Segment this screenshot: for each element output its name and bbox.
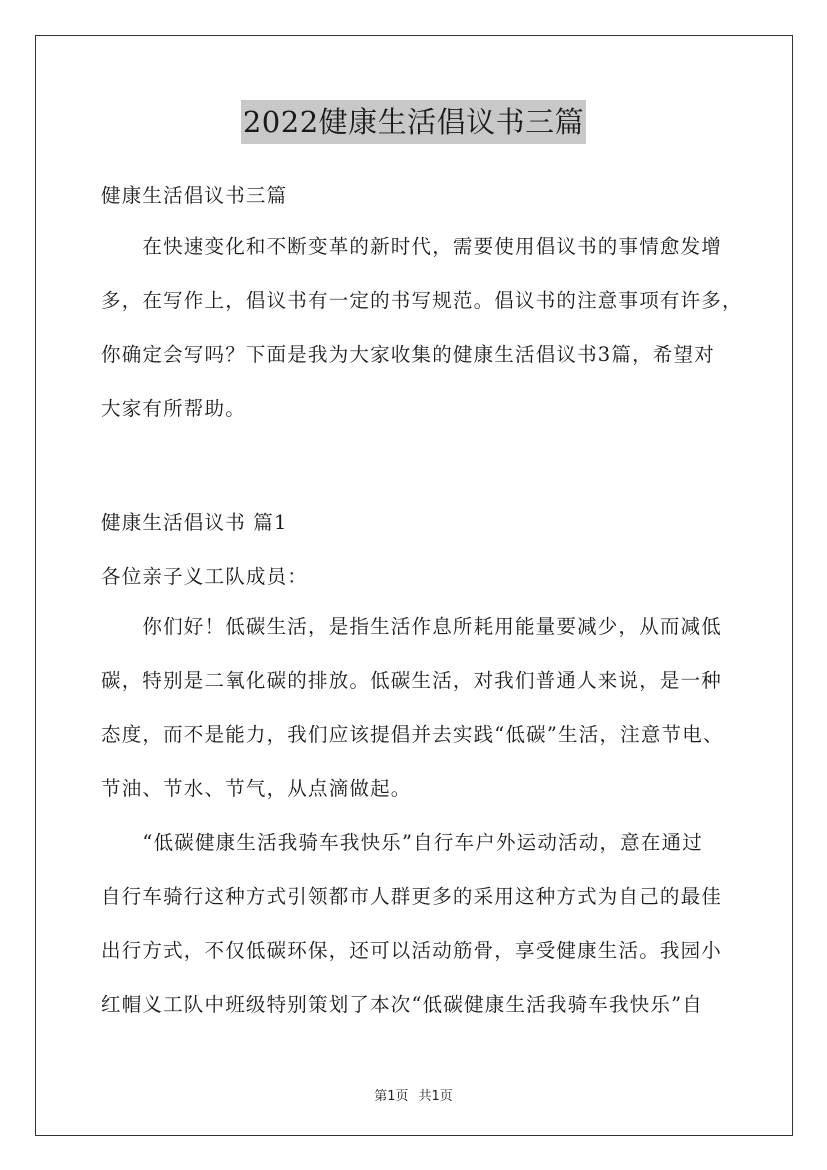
page-footer: [0, 1085, 827, 1104]
paragraph-line: 你们好！低碳生活，是指生活作息所耗用能量要减少，从而减低: [101, 615, 723, 638]
intro-line: 你确定会写吗？下面是我为大家收集的健康生活倡议书3篇，希望对: [101, 343, 715, 366]
paragraph-2: [101, 816, 741, 1032]
intro-line: 在快速变化和不断变革的新时代，需要使用倡议书的事情愈发增: [101, 235, 723, 258]
intro-paragraph: [101, 220, 741, 436]
paragraph-line: 态度，而不是能力，我们应该提倡并去实践“低碳”生活，注意节电、: [101, 723, 724, 746]
title-block: [0, 100, 827, 144]
paragraph-line: 节油、节水、节气，从点滴做起。: [101, 777, 412, 800]
page-number: 第1页: [374, 1089, 409, 1104]
intro-line: 多，在写作上，倡议书有一定的书写规范。倡议书的注意事项有许多，: [101, 289, 743, 312]
section-heading: 健康生活倡议书 篇1: [101, 511, 288, 534]
paragraph-line: 红帽义工队中班级特别策划了本次“低碳健康生活我骑车我快乐”自: [101, 993, 703, 1016]
subtitle: 健康生活倡议书三篇: [101, 184, 288, 207]
paragraph-line: 出行方式，不仅低碳环保，还可以活动筋骨，享受健康生活。我园小: [101, 939, 723, 962]
intro-line: 大家有所帮助。: [101, 397, 246, 420]
paragraph-1: [101, 600, 741, 816]
paragraph-line: “低碳健康生活我骑车我快乐”自行车户外运动活动，意在通过: [101, 831, 703, 854]
paragraph-line: 碳，特别是二氧化碳的排放。低碳生活，对我们普通人来说，是一种: [101, 669, 723, 692]
page-total: 共1页: [418, 1089, 453, 1104]
document-title: 2022健康生活倡议书三篇: [241, 100, 586, 144]
salutation: 各位亲子义工队成员：: [101, 565, 309, 588]
paragraph-line: 自行车骑行这种方式引领都市人群更多的采用这种方式为自己的最佳: [101, 885, 723, 908]
